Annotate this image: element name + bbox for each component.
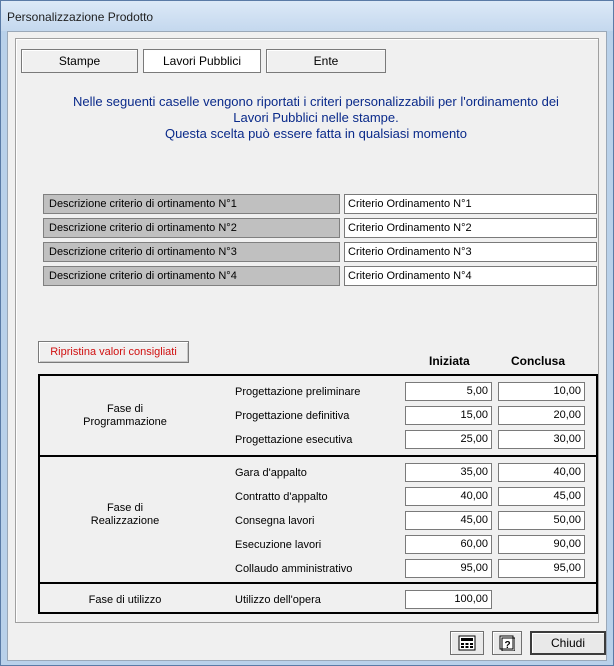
criterion-4-input[interactable]: Criterio Ordinamento N°4 (344, 266, 597, 286)
column-header-started: Iniziata (429, 354, 470, 368)
started-input[interactable]: 95,00 (405, 559, 492, 578)
criterion-1-label: Descrizione criterio di ortinamento N°1 (43, 194, 340, 214)
calculator-button[interactable] (450, 631, 484, 655)
phase-divider (40, 582, 596, 584)
row-label: Utilizzo dell'opera (235, 594, 321, 606)
svg-text:?: ? (504, 640, 511, 651)
row-label: Contratto d'appalto (235, 491, 328, 503)
criterion-3-input[interactable]: Criterio Ordinamento N°3 (344, 242, 597, 262)
phase-realizzazione-name (40, 502, 210, 528)
started-input[interactable]: 15,00 (405, 406, 492, 425)
settings-panel (15, 38, 599, 623)
criterion-1-input[interactable]: Criterio Ordinamento N°1 (344, 194, 597, 214)
started-input[interactable]: 45,00 (405, 511, 492, 530)
info-line: Nelle seguenti caselle vengono riportati i criteri personalizzabili per l'ordinamento dei (73, 94, 559, 109)
phases-table (38, 374, 598, 614)
title-bar[interactable] (1, 1, 613, 31)
started-input[interactable]: 25,00 (405, 430, 492, 449)
calculator-icon (458, 635, 476, 651)
info-line: Lavori Pubblici nelle stampe. (233, 110, 399, 125)
completed-input[interactable]: 90,00 (498, 535, 585, 554)
started-input[interactable]: 35,00 (405, 463, 492, 482)
row-label: Consegna lavori (235, 515, 315, 527)
info-line: Questa scelta può essere fatta in qualsiasi momento (164, 126, 468, 141)
started-input[interactable]: 40,00 (405, 487, 492, 506)
phase-programmazione-name (40, 403, 210, 429)
phase-utilizzo-name (40, 594, 210, 607)
phase-name-line: Realizzazione (90, 515, 160, 527)
row-label: Progettazione preliminare (235, 386, 361, 398)
dialog-client-area (7, 31, 607, 661)
help-icon (499, 635, 515, 651)
completed-input[interactable]: 20,00 (498, 406, 585, 425)
row-label: Gara d'appalto (235, 467, 307, 479)
criterion-2-input[interactable]: Criterio Ordinamento N°2 (344, 218, 597, 238)
completed-input[interactable]: 40,00 (498, 463, 585, 482)
row-label: Progettazione definitiva (235, 410, 350, 422)
column-header-completed: Conclusa (511, 354, 566, 368)
window-title: Personalizzazione Prodotto (7, 10, 154, 24)
row-label: Esecuzione lavori (235, 539, 322, 551)
criterion-4-label: Descrizione criterio di ortinamento N°4 (43, 266, 340, 286)
restore-defaults-button[interactable]: Ripristina valori consigliati (38, 341, 189, 363)
completed-input[interactable]: 10,00 (498, 382, 585, 401)
phase-divider (40, 455, 596, 457)
started-input[interactable]: 60,00 (405, 535, 492, 554)
started-input[interactable]: 100,00 (405, 590, 492, 609)
info-message (46, 94, 586, 142)
help-button[interactable] (492, 631, 522, 655)
tab-stampe[interactable]: Stampe (21, 49, 138, 73)
completed-input[interactable]: 50,00 (498, 511, 585, 530)
completed-input[interactable]: 30,00 (498, 430, 585, 449)
completed-input[interactable]: 95,00 (498, 559, 585, 578)
phase-name-line: Programmazione (83, 416, 167, 428)
criterion-2-label: Descrizione criterio di ortinamento N°2 (43, 218, 340, 238)
criterion-3-label: Descrizione criterio di ortinamento N°3 (43, 242, 340, 262)
phase-name-line: Fase di (106, 502, 144, 514)
close-button[interactable]: Chiudi (530, 631, 606, 655)
completed-input[interactable]: 45,00 (498, 487, 585, 506)
phase-name-line: Fase di (106, 403, 144, 415)
tab-ente[interactable]: Ente (266, 49, 386, 73)
phase-name-line: Fase di utilizzo (88, 594, 162, 606)
tab-lavori-pubblici[interactable]: Lavori Pubblici (143, 49, 261, 73)
row-label: Progettazione esecutiva (235, 434, 353, 446)
row-label: Collaudo amministrativo (235, 563, 353, 575)
started-input[interactable]: 5,00 (405, 382, 492, 401)
